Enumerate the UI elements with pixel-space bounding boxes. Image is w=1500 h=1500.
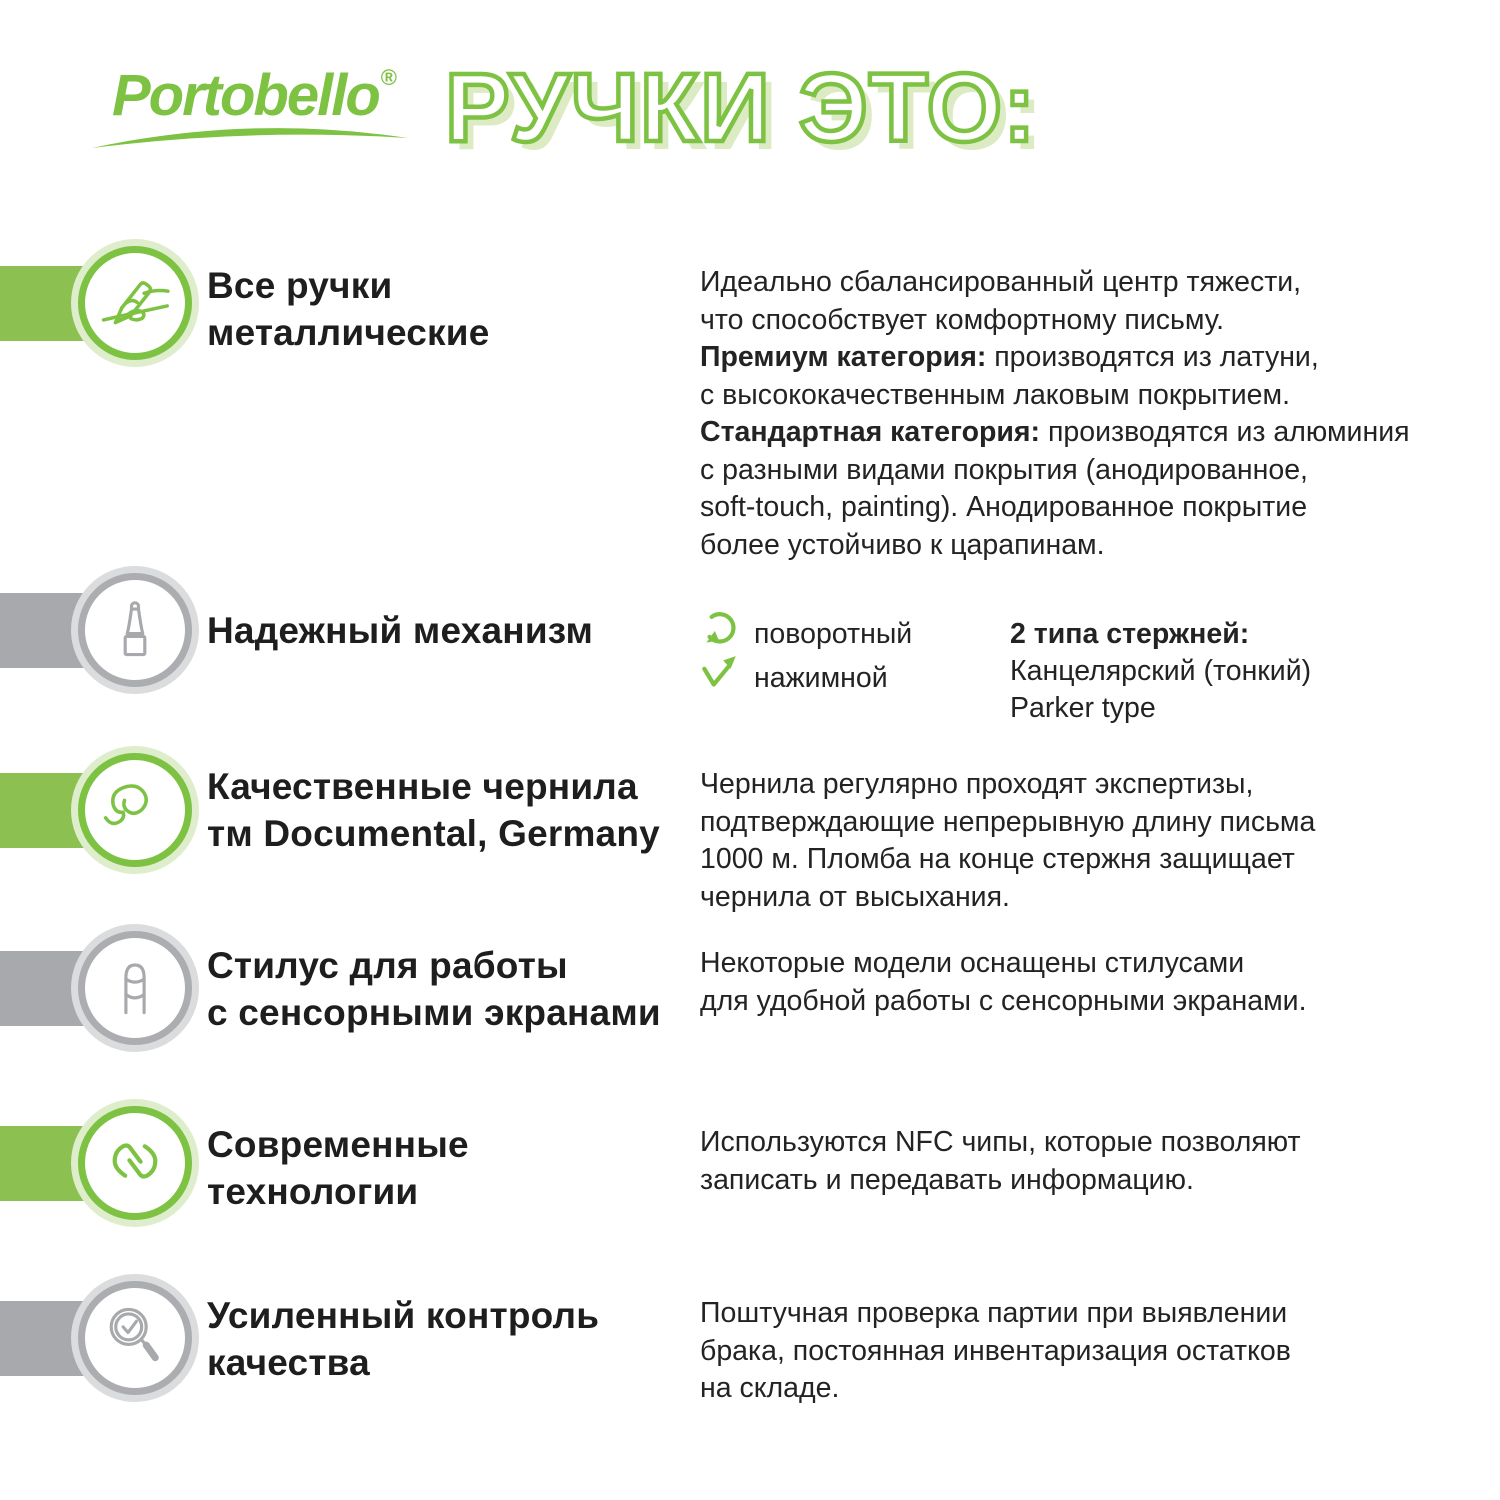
stylus-icon bbox=[100, 951, 170, 1021]
ink-squiggle-icon bbox=[100, 773, 170, 843]
feature-description bbox=[700, 264, 1410, 564]
icon-circle bbox=[71, 924, 199, 1052]
feature-description bbox=[700, 1295, 1291, 1408]
description-text: Используются NFC чипы, которые позволяют bbox=[700, 1126, 1301, 1158]
description-text: Чернила регулярно проходят экспертизы, bbox=[700, 768, 1254, 800]
icon-ring bbox=[78, 246, 192, 360]
icon-ring bbox=[78, 1106, 192, 1220]
description-line bbox=[700, 1333, 1291, 1371]
description-text: soft-touch, painting). Анодированное покрытие bbox=[700, 491, 1308, 523]
description-line bbox=[700, 264, 1410, 302]
feature-heading bbox=[207, 607, 593, 654]
description-line bbox=[700, 766, 1315, 804]
description-text: Идеально сбалансированный центр тяжести, bbox=[700, 266, 1302, 298]
pen-tip-icon bbox=[100, 593, 170, 663]
description-line bbox=[700, 1295, 1291, 1333]
description-text: 1000 м. Пломба на конце стержня защищает bbox=[700, 843, 1295, 875]
nfc-icon bbox=[100, 1126, 170, 1196]
refill-types-title: 2 типа стержней: bbox=[1010, 618, 1250, 650]
feature-heading bbox=[207, 262, 490, 356]
icon-circle bbox=[71, 566, 199, 694]
feature-description bbox=[700, 766, 1315, 916]
description-text: подтверждающие непрерывную длину письма bbox=[700, 805, 1316, 838]
feature-heading-line: качества bbox=[207, 1342, 370, 1383]
feature-heading bbox=[207, 763, 660, 857]
mechanism-type-1 bbox=[698, 612, 912, 656]
pen-writing-icon bbox=[100, 266, 170, 341]
pen-writing-icon bbox=[100, 266, 170, 336]
feature-heading-line: технологии bbox=[207, 1171, 419, 1212]
description-text: с разными видами покрытия (анодированное, bbox=[700, 453, 1308, 486]
description-text: брака, постоянная инвентаризация остатков bbox=[700, 1334, 1291, 1367]
feature-heading-line: Современные bbox=[207, 1124, 469, 1165]
description-line bbox=[700, 983, 1307, 1021]
mechanism-type-label: поворотный bbox=[754, 617, 913, 650]
feature-heading-line: Надежный механизм bbox=[207, 610, 594, 651]
description-text: Некоторые модели оснащены стилусами bbox=[700, 947, 1245, 979]
description-line bbox=[700, 339, 1410, 377]
icon-circle bbox=[71, 1274, 199, 1402]
description-line bbox=[700, 489, 1410, 527]
page-title: РУЧКИ ЭТО: bbox=[445, 53, 1037, 162]
description-text: что способствует комфортному письму. bbox=[700, 303, 1225, 336]
description-bold-text: Премиум категория: bbox=[700, 341, 987, 373]
description-text: Поштучная проверка партии при выявлении bbox=[700, 1297, 1288, 1329]
icon-circle bbox=[71, 239, 199, 367]
description-text: для удобной работы с сенсорными экранами. bbox=[700, 984, 1307, 1017]
feature-heading-line: металлические bbox=[207, 312, 490, 353]
pen-tip-icon bbox=[100, 593, 170, 668]
description-line bbox=[700, 879, 1315, 917]
ink-squiggle-icon bbox=[100, 773, 170, 848]
magnifier-check-icon bbox=[100, 1301, 170, 1376]
icon-circle bbox=[71, 1099, 199, 1227]
magnifier-check-icon bbox=[100, 1301, 170, 1371]
feature-heading-line: тм Documental, Germany bbox=[207, 813, 660, 854]
description-text: производятся из алюминия bbox=[1040, 416, 1410, 448]
description-text: чернила от высыхания. bbox=[700, 880, 1010, 913]
rotate-icon bbox=[698, 609, 740, 651]
push-arrow-icon bbox=[698, 653, 740, 695]
mechanism-type-2 bbox=[698, 656, 888, 700]
description-text: более устойчиво к царапинам. bbox=[700, 528, 1105, 561]
icon-circle bbox=[71, 746, 199, 874]
logo-registered-mark: ® bbox=[380, 65, 397, 90]
description-line bbox=[700, 945, 1307, 983]
feature-heading-line: с сенсорными экранами bbox=[207, 992, 661, 1033]
description-bold-text: Стандартная категория: bbox=[700, 416, 1041, 448]
description-line bbox=[700, 1370, 1291, 1408]
refill-types bbox=[1010, 616, 1311, 727]
description-text: производятся из латуни, bbox=[986, 341, 1319, 373]
rotate-icon bbox=[698, 609, 740, 659]
description-line bbox=[700, 527, 1410, 565]
logo-text: Portobello bbox=[112, 63, 379, 128]
description-line bbox=[700, 1162, 1301, 1200]
logo-swoosh-icon bbox=[90, 126, 410, 152]
description-text: записать и передавать информацию. bbox=[700, 1163, 1194, 1196]
icon-ring bbox=[78, 1281, 192, 1395]
description-line bbox=[700, 804, 1315, 842]
description-text: с высококачественным лаковым покрытием. bbox=[700, 378, 1290, 411]
feature-heading-line: Качественные чернила bbox=[207, 766, 638, 807]
refill-type-line: Канцелярский (тонкий) bbox=[1010, 655, 1312, 687]
feature-heading-line: Стилус для работы bbox=[207, 945, 568, 986]
refill-type-line: Parker type bbox=[1010, 692, 1156, 724]
description-line bbox=[700, 1124, 1301, 1162]
icon-ring bbox=[78, 931, 192, 1045]
feature-description bbox=[700, 945, 1307, 1020]
description-text: на складе. bbox=[700, 1372, 840, 1404]
feature-heading bbox=[207, 1121, 469, 1215]
description-line bbox=[700, 302, 1410, 340]
stylus-icon bbox=[100, 951, 170, 1026]
feature-heading bbox=[207, 942, 661, 1036]
description-line bbox=[700, 377, 1410, 415]
icon-ring bbox=[78, 753, 192, 867]
mechanism-type-label: нажимной bbox=[754, 661, 888, 694]
feature-heading bbox=[207, 1292, 599, 1386]
nfc-icon bbox=[100, 1126, 170, 1201]
icon-ring bbox=[78, 573, 192, 687]
feature-heading-line: Все ручки bbox=[207, 265, 393, 306]
feature-heading-line: Усиленный контроль bbox=[207, 1295, 600, 1336]
description-line bbox=[700, 841, 1315, 879]
push-arrow-icon bbox=[698, 653, 740, 703]
description-line bbox=[700, 452, 1410, 490]
feature-description bbox=[700, 1124, 1301, 1199]
portobello-logo bbox=[112, 62, 397, 129]
description-line bbox=[700, 414, 1410, 452]
